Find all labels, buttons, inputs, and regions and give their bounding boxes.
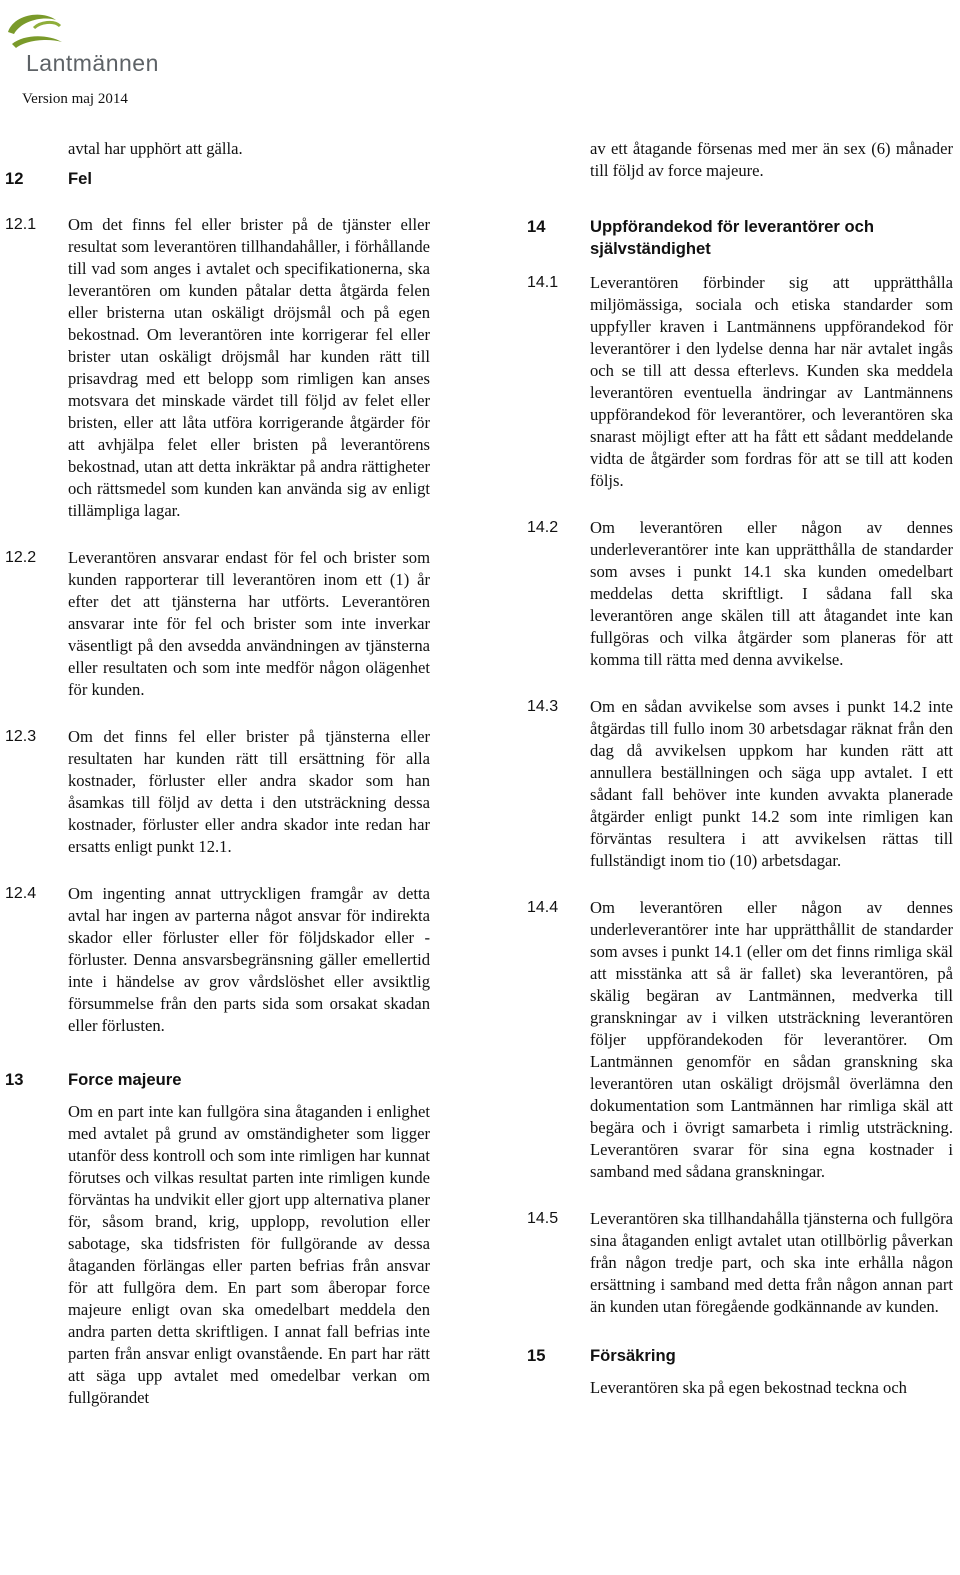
- clause-text: Leverantören ska tillhandahålla tjänsterna och fullgöra sina åtaganden enligt avtalet utan otillbörlig påverkan från någon tredje part, och ska inte erhålla någon ersättning i samband med detta från någon annan part än kunden utan föregående godkännande av kunden.: [590, 1209, 953, 1316]
- section-13-heading: [5, 1069, 430, 1091]
- clause-text: Om leverantören eller någon av dennes underleverantörer inte har upprätthållit de standarder som avses i punkt 14.1 (eller om det finns rimliga skäl att misstänka att så är fallet) ska leverantören, på skälig begäran av Lantmännen, medverka till granskningar av i vilken utsträckning leverantören följer uppförandekoden för leverantörer. Om Lantmännen genomför en sådan granskning ska leverantören utan oskäligt dröjsmål överlämna den dokumentation som Lantmännen har rimliga skäl att begära och i övrigt samarbeta i rimlig utsträckning. Leverantören svarar för sina egna kostnader i samband med sådana granskningar.: [590, 898, 953, 1181]
- brand-name: Lantmännen: [26, 50, 159, 76]
- clause-text: Om ingenting annat uttryckligen framgår av detta avtal har ingen av parterna något ansvar för indirekta skador eller förluster eller för följdskador eller -förluster. Denna ansvarsbegränsning gäller emellertid inte i händelse av grov vårdslöshet eller avsiktlig försummelse från den parts sida som orsakat skadan eller förlusten.: [68, 884, 430, 1035]
- section-15-text: Leverantören ska på egen bekostnad teckna och: [590, 1378, 907, 1397]
- clause-text: Leverantören förbinder sig att upprätthålla miljömässiga, sociala och etiska standarder som uppfyller kraven i Lantmännens uppförandekod för leverantörer i den lydelse denna har när avtalet ingås och se till att dessa efterlevs. Kunden ska meddela leverantören eventuella ändringar av Lantmännens uppförandekod för leverantörer, och leverantören ska snarast möjligt efter att ha fått ett sådant meddelande vidta de åtgärder som fordras för att se till att koden följs.: [590, 273, 953, 490]
- section-number: 13: [5, 1070, 24, 1089]
- clause-12-2: [5, 547, 430, 701]
- section-title: Försäkring: [590, 1346, 676, 1365]
- clause-text: Leverantören ansvarar endast för fel och brister som kunden rapporterar till leverantören inom ett (1) år efter det att tjänsterna har utförts. Leverantören ansvarar inte för fel och brister som inte inverkar väsentligt på den avsedda användningen av tjänsterna eller resultaten och som inte medför någon olägenhet för kunden.: [68, 548, 430, 699]
- clause-12-4: [5, 883, 430, 1037]
- section-12-heading: [5, 168, 430, 190]
- clause-number: 14.5: [527, 1210, 559, 1227]
- clause-number: 14.3: [527, 698, 559, 715]
- clause-14-5: [527, 1208, 953, 1318]
- section-number: 15: [527, 1346, 546, 1365]
- section-15-heading: [527, 1345, 953, 1367]
- section-number: 14: [527, 217, 546, 236]
- clause-text: Om en sådan avvikelse som avses i punkt 14.2 inte åtgärdas till fullo inom 30 arbetsdagar räknat från den dag då avvikelsen uppkom har kunden rätt att annullera beställningen och säga upp avtalet. I ett sådant fall behöver inte kunden avvakta planerade åtgärder enligt punkt 14.2 som inte rimligen kan förväntas resultera i att avvikelsen rättas till fullständigt inom tio (10) arbetsdagar.: [590, 697, 953, 870]
- clause-number: 12.4: [5, 885, 37, 902]
- clause-14-2: [527, 517, 953, 671]
- clause-number: 14.4: [527, 899, 559, 916]
- clause-number: 14.2: [527, 519, 559, 536]
- clause-14-1: [527, 272, 953, 492]
- clause-text: Om leverantören eller någon av dennes underleverantörer inte kan upprätthålla de standarder som avses i punkt 14.1 ska kunden omedelbart meddelas detta skriftligt. I sådana fall ska leverantören ange skälen till att åtagandet inte kan fullgöras och vilka åtgärder som planeras för att komma till rätta med denna avvikelse.: [590, 518, 953, 669]
- continued-text: av ett åtagande försenas med mer än sex (6) månader till följd av force majeure.: [590, 139, 953, 180]
- section-title: Force majeure: [68, 1070, 182, 1089]
- clause-number: 12.2: [5, 549, 37, 566]
- section-title: Uppförandekod för leverantörer och självständighet: [590, 217, 874, 258]
- section-title: Fel: [68, 169, 92, 188]
- section-13-text: Om en part inte kan fullgöra sina åtaganden i enlighet med avtalet på grund av omständigheter som ligger utanför dess kontroll och som inte rimligen har kunnat förutses och vilkas resultat parten inte rimligen kunde förväntas ha undvikit eller gjort upp alternativa planer för, såsom brand, krig, upplopp, revolution eller sabotage, ska tidsfristen för fullgörande av dessa åtaganden förlängas eller parten befrias från ansvar för att fullgöra dem. En part som åberopar force majeure enligt ovan ska omedelbart meddela den andra parten detta skriftligen. I annat fall befrias inte parten från ansvar enligt ovanstående. En part har rätt att säga upp avtalet med omedelbar verkan om fullgörandet: [68, 1102, 430, 1407]
- document-version: Version maj 2014: [22, 91, 128, 107]
- clause-number: 12.3: [5, 728, 37, 745]
- clause-12-3: [5, 726, 430, 858]
- continued-text: avtal har upphört att gälla.: [68, 139, 243, 158]
- clause-number: 12.1: [5, 216, 37, 233]
- right-column: [527, 138, 953, 1424]
- clause-12-1: [5, 214, 430, 522]
- clause-text: Om det finns fel eller brister på de tjänster eller resultat som leverantören tillhandahåller, i förhållande till vad som anges i avtalet och specifikationerna, ska leverantören om kunden påtalar detta åtgärda felen eller bristerna utan oskäligt dröjsmål och på egen bekostnad. Om leverantören inte korrigerar fel eller brister utan oskäligt dröjsmål har kunden rätt till prisavdrag med ett belopp som rimligen kan anses motsvara det minskade värdet till följd av felet eller bristen, eller att låta utföra korrigerande åtgärder för att avhjälpa felet eller bristen på leverantörens bekostnad, utan att detta inkräktar på andra rättigheter och rättsmedel som kunden kan använda sig av enligt tillämpliga lagar.: [68, 215, 430, 520]
- clause-14-4: [527, 897, 953, 1183]
- clause-number: 14.1: [527, 274, 559, 291]
- clause-14-3: [527, 696, 953, 872]
- section-14-heading: [527, 216, 953, 260]
- clause-text: Om det finns fel eller brister på tjänsterna eller resultaten har kunden rätt till ersättning för alla kostnader, förluster eller andra skador som han åsamkas till följd av detta i den utsträckning dessa kostnader, förluster eller andra skador inte redan har ersatts enligt punkt 12.1.: [68, 727, 430, 856]
- left-column: [5, 138, 430, 1434]
- section-number: 12: [5, 169, 24, 188]
